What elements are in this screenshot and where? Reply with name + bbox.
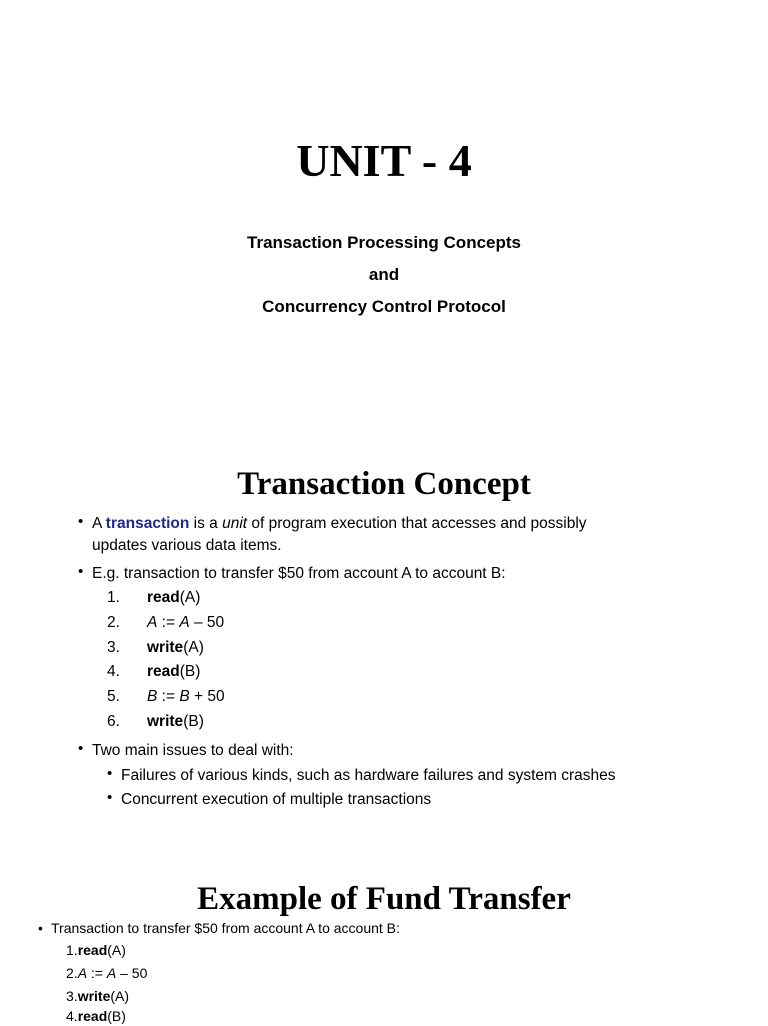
subtitle-line: Concurrency Control Protocol bbox=[262, 297, 506, 316]
step-item: 2. A := A – 50 bbox=[107, 614, 225, 631]
unit-title: UNIT - 4 bbox=[296, 135, 472, 186]
bullet-icon: • bbox=[78, 740, 84, 757]
definition-mid: is a bbox=[189, 515, 223, 532]
step-item: 3.write(A) bbox=[66, 988, 130, 1004]
transfer-bullet: Transaction to transfer $50 from account A to account B: bbox=[51, 920, 400, 936]
sub-bullet: Failures of various kinds, such as hardware failures and system crashes bbox=[121, 767, 616, 784]
bullet-icon: • bbox=[107, 789, 113, 806]
transaction-keyword: transaction bbox=[105, 515, 190, 532]
subtitle-line: and bbox=[368, 265, 400, 284]
subtitle-line: Transaction Processing Concepts bbox=[247, 233, 521, 252]
step-item: 5. B := B + 50 bbox=[107, 688, 225, 705]
fund-transfer-title: Example of Fund Transfer bbox=[197, 881, 571, 917]
bullet-icon: • bbox=[107, 765, 113, 782]
transaction-concept-title: Transaction Concept bbox=[237, 466, 531, 502]
unit-word: unit bbox=[222, 515, 248, 532]
step-item: 3. write(A) bbox=[107, 639, 204, 656]
step-item: 4.read(B) bbox=[66, 1008, 126, 1024]
unit-subtitle bbox=[0, 227, 768, 323]
definition-bullet bbox=[92, 513, 587, 535]
bullet-icon: • bbox=[78, 563, 84, 580]
definition-rest: of program execution that accesses and possibly bbox=[247, 515, 587, 532]
example-bullet: E.g. transaction to transfer $50 from account A to account B: bbox=[92, 565, 506, 582]
bullet-icon: • bbox=[38, 920, 43, 936]
step-item: 6. write(B) bbox=[107, 713, 204, 730]
definition-prefix: A bbox=[92, 515, 106, 532]
step-item: 2.A := A – 50 bbox=[66, 965, 148, 981]
issues-bullet: Two main issues to deal with: bbox=[92, 742, 294, 759]
sub-bullet: Concurrent execution of multiple transactions bbox=[121, 791, 432, 808]
definition-line-2: updates various data items. bbox=[92, 537, 282, 554]
step-item: 1. read(A) bbox=[107, 589, 201, 606]
bullet-icon: • bbox=[78, 513, 84, 530]
step-item: 4. read(B) bbox=[107, 663, 201, 680]
step-item: 1.read(A) bbox=[66, 942, 126, 958]
